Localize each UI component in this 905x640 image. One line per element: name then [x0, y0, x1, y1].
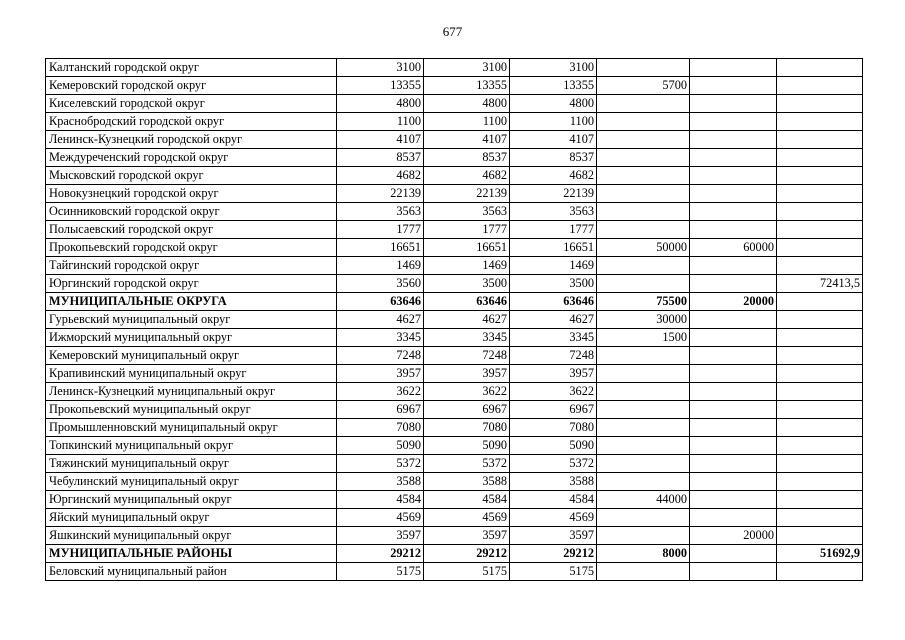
table-row: [46, 329, 863, 347]
value-cell-c6: [777, 59, 863, 77]
value-cell-c1: 3957: [337, 365, 424, 383]
row-name-cell: МУНИЦИПАЛЬНЫЕ РАЙОНЫ: [46, 545, 337, 563]
value-cell-c3: 4107: [510, 131, 597, 149]
table-row: [46, 509, 863, 527]
value-cell-c5: [690, 185, 777, 203]
value-cell-c4: 44000: [597, 491, 690, 509]
value-cell-c5: [690, 455, 777, 473]
value-cell-c3: 13355: [510, 77, 597, 95]
value-cell-c2: 1777: [424, 221, 510, 239]
value-cell-c1: 7248: [337, 347, 424, 365]
row-name-cell: Ленинск-Кузнецкий муниципальный округ: [46, 383, 337, 401]
value-cell-c2: 16651: [424, 239, 510, 257]
value-cell-c4: [597, 365, 690, 383]
value-cell-c2: 63646: [424, 293, 510, 311]
value-cell-c3: 4569: [510, 509, 597, 527]
value-cell-c2: 5372: [424, 455, 510, 473]
table-row: [46, 527, 863, 545]
value-cell-c5: [690, 437, 777, 455]
value-cell-c6: 51692,9: [777, 545, 863, 563]
value-cell-c4: [597, 347, 690, 365]
row-name-cell: Ижморский муниципальный округ: [46, 329, 337, 347]
table-row: [46, 563, 863, 581]
table-row: [46, 239, 863, 257]
row-name-cell: Промышленновский муниципальный округ: [46, 419, 337, 437]
value-cell-c1: 5090: [337, 437, 424, 455]
value-cell-c3: 7248: [510, 347, 597, 365]
row-name-cell: Крапивинский муниципальный округ: [46, 365, 337, 383]
row-name-cell: Прокопьевский муниципальный округ: [46, 401, 337, 419]
table-row: [46, 383, 863, 401]
table-row: [46, 167, 863, 185]
value-cell-c5: [690, 491, 777, 509]
value-cell-c5: [690, 59, 777, 77]
value-cell-c1: 3597: [337, 527, 424, 545]
value-cell-c6: [777, 365, 863, 383]
value-cell-c5: [690, 203, 777, 221]
value-cell-c3: 1469: [510, 257, 597, 275]
value-cell-c5: [690, 167, 777, 185]
table-row: [46, 185, 863, 203]
value-cell-c5: [690, 275, 777, 293]
value-cell-c6: [777, 563, 863, 581]
value-cell-c4: [597, 527, 690, 545]
value-cell-c1: 3345: [337, 329, 424, 347]
row-name-cell: Междуреченский городской округ: [46, 149, 337, 167]
value-cell-c5: [690, 77, 777, 95]
value-cell-c5: [690, 311, 777, 329]
value-cell-c4: [597, 257, 690, 275]
table-row: [46, 365, 863, 383]
value-cell-c4: [597, 185, 690, 203]
value-cell-c6: [777, 491, 863, 509]
value-cell-c2: 8537: [424, 149, 510, 167]
value-cell-c6: [777, 239, 863, 257]
value-cell-c5: [690, 329, 777, 347]
value-cell-c1: 3622: [337, 383, 424, 401]
table-row: [46, 203, 863, 221]
value-cell-c4: 30000: [597, 311, 690, 329]
value-cell-c6: [777, 419, 863, 437]
value-cell-c1: 13355: [337, 77, 424, 95]
value-cell-c3: 4800: [510, 95, 597, 113]
value-cell-c2: 7248: [424, 347, 510, 365]
row-name-cell: Юргинский городской округ: [46, 275, 337, 293]
table-row: [46, 149, 863, 167]
value-cell-c5: [690, 257, 777, 275]
value-cell-c1: 1100: [337, 113, 424, 131]
value-cell-c5: [690, 383, 777, 401]
value-cell-c2: 3957: [424, 365, 510, 383]
value-cell-c6: [777, 185, 863, 203]
table-row: [46, 77, 863, 95]
value-cell-c5: 20000: [690, 293, 777, 311]
value-cell-c6: [777, 221, 863, 239]
value-cell-c1: 3560: [337, 275, 424, 293]
value-cell-c5: [690, 419, 777, 437]
value-cell-c1: 4800: [337, 95, 424, 113]
table-row: [46, 311, 863, 329]
value-cell-c2: 3563: [424, 203, 510, 221]
value-cell-c5: [690, 545, 777, 563]
value-cell-c6: [777, 527, 863, 545]
table-row: [46, 473, 863, 491]
value-cell-c1: 4682: [337, 167, 424, 185]
value-cell-c2: 4569: [424, 509, 510, 527]
table-row: [46, 401, 863, 419]
value-cell-c4: [597, 401, 690, 419]
row-name-cell: Юргинский муниципальный округ: [46, 491, 337, 509]
value-cell-c2: 3622: [424, 383, 510, 401]
value-cell-c6: [777, 455, 863, 473]
value-cell-c1: 6967: [337, 401, 424, 419]
budget-table-body: [46, 59, 863, 581]
table-row: [46, 59, 863, 77]
value-cell-c3: 4682: [510, 167, 597, 185]
value-cell-c4: [597, 59, 690, 77]
value-cell-c1: 4627: [337, 311, 424, 329]
table-row: [46, 437, 863, 455]
row-name-cell: Беловский муниципальный район: [46, 563, 337, 581]
value-cell-c6: [777, 113, 863, 131]
table-row: [46, 131, 863, 149]
value-cell-c6: [777, 473, 863, 491]
value-cell-c1: 3563: [337, 203, 424, 221]
row-name-cell: Кемеровский городской округ: [46, 77, 337, 95]
value-cell-c1: 1469: [337, 257, 424, 275]
value-cell-c5: [690, 95, 777, 113]
value-cell-c2: 1469: [424, 257, 510, 275]
value-cell-c4: [597, 221, 690, 239]
value-cell-c5: [690, 221, 777, 239]
value-cell-c3: 3588: [510, 473, 597, 491]
value-cell-c1: 4107: [337, 131, 424, 149]
value-cell-c6: [777, 347, 863, 365]
value-cell-c4: [597, 419, 690, 437]
value-cell-c1: 63646: [337, 293, 424, 311]
value-cell-c2: 3100: [424, 59, 510, 77]
value-cell-c3: 1100: [510, 113, 597, 131]
table-row: [46, 275, 863, 293]
value-cell-c6: [777, 329, 863, 347]
value-cell-c1: 5372: [337, 455, 424, 473]
row-name-cell: Яйский муниципальный округ: [46, 509, 337, 527]
value-cell-c1: 7080: [337, 419, 424, 437]
value-cell-c4: [597, 203, 690, 221]
value-cell-c3: 16651: [510, 239, 597, 257]
value-cell-c1: 16651: [337, 239, 424, 257]
budget-table: [45, 58, 863, 581]
row-name-cell: Мысковский городской округ: [46, 167, 337, 185]
value-cell-c3: 22139: [510, 185, 597, 203]
row-name-cell: Чебулинский муниципальный округ: [46, 473, 337, 491]
value-cell-c5: [690, 131, 777, 149]
value-cell-c5: [690, 365, 777, 383]
row-name-cell: Тайгинский городской округ: [46, 257, 337, 275]
value-cell-c2: 4682: [424, 167, 510, 185]
value-cell-c3: 3563: [510, 203, 597, 221]
row-name-cell: Гурьевский муниципальный округ: [46, 311, 337, 329]
value-cell-c4: [597, 473, 690, 491]
value-cell-c4: [597, 275, 690, 293]
row-name-cell: Прокопьевский городской округ: [46, 239, 337, 257]
value-cell-c4: 1500: [597, 329, 690, 347]
value-cell-c4: [597, 455, 690, 473]
value-cell-c5: [690, 347, 777, 365]
value-cell-c1: 3100: [337, 59, 424, 77]
value-cell-c2: 3588: [424, 473, 510, 491]
value-cell-c4: [597, 113, 690, 131]
row-name-cell: Новокузнецкий городской округ: [46, 185, 337, 203]
value-cell-c4: [597, 509, 690, 527]
value-cell-c4: 5700: [597, 77, 690, 95]
value-cell-c2: 5175: [424, 563, 510, 581]
row-name-cell: Киселевский городской округ: [46, 95, 337, 113]
table-row: [46, 455, 863, 473]
value-cell-c1: 3588: [337, 473, 424, 491]
table-row: [46, 419, 863, 437]
value-cell-c3: 8537: [510, 149, 597, 167]
value-cell-c4: [597, 437, 690, 455]
row-name-cell: Ленинск-Кузнецкий городской округ: [46, 131, 337, 149]
page-number: 677: [442, 24, 463, 39]
row-name-cell: Калтанский городской округ: [46, 59, 337, 77]
value-cell-c2: 4627: [424, 311, 510, 329]
table-row: [46, 347, 863, 365]
value-cell-c1: 4569: [337, 509, 424, 527]
value-cell-c3: 5175: [510, 563, 597, 581]
value-cell-c3: 3100: [510, 59, 597, 77]
table-total-row: [46, 545, 863, 563]
value-cell-c2: 29212: [424, 545, 510, 563]
table-row: [46, 221, 863, 239]
table-total-row: [46, 293, 863, 311]
value-cell-c5: [690, 563, 777, 581]
value-cell-c6: 72413,5: [777, 275, 863, 293]
row-name-cell: МУНИЦИПАЛЬНЫЕ ОКРУГА: [46, 293, 337, 311]
value-cell-c1: 1777: [337, 221, 424, 239]
value-cell-c5: [690, 473, 777, 491]
row-name-cell: Осинниковский городской округ: [46, 203, 337, 221]
value-cell-c5: [690, 509, 777, 527]
value-cell-c2: 5090: [424, 437, 510, 455]
value-cell-c5: 20000: [690, 527, 777, 545]
value-cell-c4: 50000: [597, 239, 690, 257]
value-cell-c3: 3345: [510, 329, 597, 347]
value-cell-c3: 3597: [510, 527, 597, 545]
value-cell-c6: [777, 131, 863, 149]
value-cell-c4: [597, 167, 690, 185]
value-cell-c3: 5372: [510, 455, 597, 473]
value-cell-c2: 3500: [424, 275, 510, 293]
value-cell-c6: [777, 77, 863, 95]
row-name-cell: Полысаевский городской округ: [46, 221, 337, 239]
value-cell-c1: 22139: [337, 185, 424, 203]
value-cell-c4: [597, 383, 690, 401]
value-cell-c3: 5090: [510, 437, 597, 455]
row-name-cell: Тяжинский муниципальный округ: [46, 455, 337, 473]
value-cell-c3: 1777: [510, 221, 597, 239]
value-cell-c2: 6967: [424, 401, 510, 419]
value-cell-c3: 3500: [510, 275, 597, 293]
table-row: [46, 491, 863, 509]
value-cell-c6: [777, 167, 863, 185]
value-cell-c6: [777, 509, 863, 527]
value-cell-c3: 3622: [510, 383, 597, 401]
row-name-cell: Топкинский муниципальный округ: [46, 437, 337, 455]
value-cell-c3: 63646: [510, 293, 597, 311]
value-cell-c4: 75500: [597, 293, 690, 311]
table-row: [46, 257, 863, 275]
value-cell-c1: 29212: [337, 545, 424, 563]
value-cell-c2: 4107: [424, 131, 510, 149]
value-cell-c3: 29212: [510, 545, 597, 563]
row-name-cell: Яшкинский муниципальный округ: [46, 527, 337, 545]
value-cell-c6: [777, 203, 863, 221]
table-row: [46, 95, 863, 113]
value-cell-c3: 4627: [510, 311, 597, 329]
value-cell-c6: [777, 293, 863, 311]
value-cell-c5: 60000: [690, 239, 777, 257]
value-cell-c2: 4800: [424, 95, 510, 113]
value-cell-c3: 3957: [510, 365, 597, 383]
value-cell-c4: [597, 131, 690, 149]
value-cell-c6: [777, 311, 863, 329]
value-cell-c4: [597, 563, 690, 581]
row-name-cell: Кемеровский муниципальный округ: [46, 347, 337, 365]
value-cell-c3: 7080: [510, 419, 597, 437]
value-cell-c2: 3597: [424, 527, 510, 545]
value-cell-c5: [690, 149, 777, 167]
value-cell-c5: [690, 113, 777, 131]
row-name-cell: Краснобродский городской округ: [46, 113, 337, 131]
value-cell-c1: 5175: [337, 563, 424, 581]
value-cell-c3: 4584: [510, 491, 597, 509]
value-cell-c4: [597, 95, 690, 113]
value-cell-c2: 3345: [424, 329, 510, 347]
value-cell-c1: 8537: [337, 149, 424, 167]
value-cell-c4: 8000: [597, 545, 690, 563]
value-cell-c6: [777, 437, 863, 455]
value-cell-c6: [777, 149, 863, 167]
value-cell-c1: 4584: [337, 491, 424, 509]
value-cell-c5: [690, 401, 777, 419]
value-cell-c6: [777, 257, 863, 275]
value-cell-c4: [597, 149, 690, 167]
value-cell-c2: 1100: [424, 113, 510, 131]
value-cell-c6: [777, 95, 863, 113]
value-cell-c2: 7080: [424, 419, 510, 437]
value-cell-c2: 13355: [424, 77, 510, 95]
value-cell-c6: [777, 383, 863, 401]
value-cell-c3: 6967: [510, 401, 597, 419]
table-row: [46, 113, 863, 131]
value-cell-c2: 4584: [424, 491, 510, 509]
value-cell-c6: [777, 401, 863, 419]
value-cell-c2: 22139: [424, 185, 510, 203]
